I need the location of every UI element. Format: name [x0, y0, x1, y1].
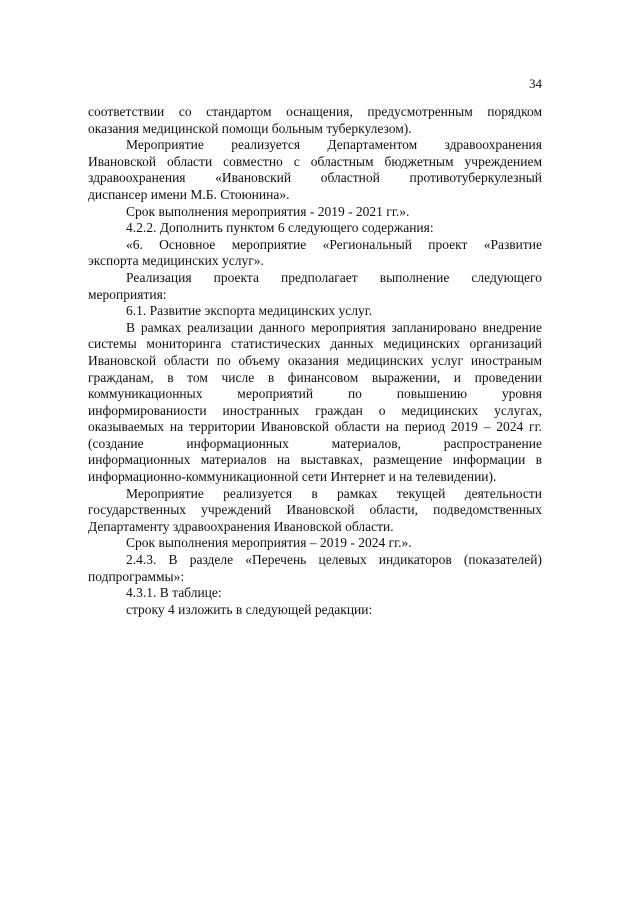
text-line: Ивановской области совместно с областным бюджетным учреждением [88, 153, 542, 169]
text-line: информированиости иностранных граждан о медицинских услугах, [88, 402, 542, 418]
text-line: строку 4 изложить в следующей редакции: [126, 601, 373, 617]
text-line: Ивановской области по объему оказания медицинских услуг иностраным [88, 352, 542, 368]
text-line: Мероприятие реализуется Департаментом здравоохранения [126, 137, 542, 153]
text-line: 2.4.3. В разделе «Перечень целевых индикаторов (показателей) [126, 552, 542, 568]
text-line: подпрограммы»: [88, 568, 185, 584]
text-line: оказываемых на территории Ивановской области на период 2019 – 2024 гг. [88, 419, 542, 435]
document-body [88, 104, 542, 618]
text-line: 4.2.2. Дополнить пунктом 6 следующего содержания: [126, 220, 434, 236]
text-line: оказания медицинской помощи больным туберкулезом). [88, 120, 412, 136]
page-number: 34 [529, 76, 542, 91]
text-line: мероприятия: [88, 286, 167, 302]
text-line: коммуникационных мероприятий по повышению уровня [88, 386, 542, 402]
text-line: информационно-коммуникационной сети Интернет и на телевидении). [88, 469, 497, 485]
text-line: гражданам, в том числе в финансовом выражении, и проведении [88, 369, 542, 385]
text-line: здравоохранения «Ивановский областной противотуберкулезный [88, 170, 542, 186]
text-line: Мероприятие реализуется в рамках текущей деятельности [126, 485, 542, 501]
text-line: Департаменту здравоохранения Ивановской области. [88, 518, 394, 534]
text-line: Срок выполнения мероприятия - 2019 - 2021 гг.». [126, 203, 410, 219]
text-line: государственных учреждений Ивановской области, подведомственных [88, 502, 542, 518]
text-line: (создание информационных материалов, распространение [88, 435, 542, 451]
text-line: соответствии со стандартом оснащения, предусмотренным порядком [88, 104, 542, 119]
text-line: экспорта медицинских услуг». [88, 253, 264, 269]
text-line: диспансер имени М.Б. Стоюнина». [88, 186, 290, 202]
text-line: системы мониторинга статистических данных медицинских организаций [88, 336, 542, 352]
text-line: информационных материалов на выставках, размещение информации в [88, 452, 542, 468]
text-line: «6. Основное мероприятие «Региональный проект «Развитие [126, 236, 542, 252]
text-line: В рамках реализации данного мероприятия запланировано внедрение [126, 319, 542, 335]
text-line: Реализация проекта предполагает выполнение следующего [126, 269, 542, 285]
text-line: 4.3.1. В таблице: [126, 585, 222, 601]
text-line: 6.1. Развитие экспорта медицинских услуг. [126, 303, 373, 319]
text-line: Срок выполнения мероприятия – 2019 - 2024 гг.». [126, 535, 412, 551]
